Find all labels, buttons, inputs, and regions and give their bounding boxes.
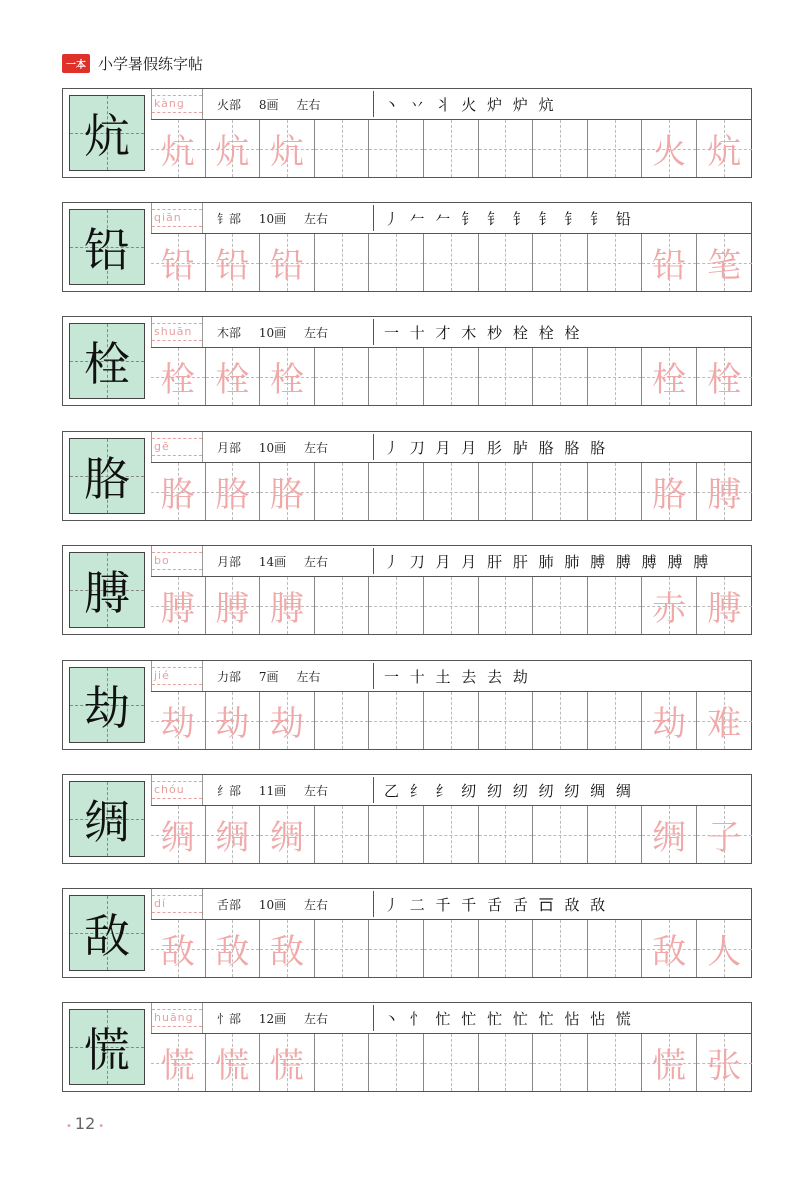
stroke-order: 丿 𠂉 𠂉 钅 钅 钅 钅 钅 钅 铅 bbox=[373, 205, 751, 231]
writing-grid bbox=[151, 919, 751, 977]
trace-character: 敌 bbox=[269, 932, 304, 972]
writing-cell[interactable] bbox=[151, 348, 206, 405]
writing-cell[interactable] bbox=[642, 692, 697, 749]
writing-cell[interactable] bbox=[479, 1034, 534, 1091]
model-character: 绸 bbox=[84, 795, 130, 849]
writing-cell[interactable] bbox=[206, 1034, 261, 1091]
character-meta bbox=[217, 96, 334, 113]
trace-character: 膊 bbox=[215, 589, 250, 629]
writing-cell[interactable] bbox=[315, 348, 370, 405]
writing-cell[interactable] bbox=[479, 120, 534, 177]
info-row bbox=[151, 317, 751, 347]
writing-cell[interactable] bbox=[206, 348, 261, 405]
word-character: 笔 bbox=[707, 246, 742, 286]
writing-cell[interactable] bbox=[533, 463, 588, 520]
character-entry bbox=[62, 774, 752, 864]
word-character: 慌 bbox=[652, 1046, 687, 1086]
writing-cell[interactable] bbox=[206, 234, 261, 291]
trace-character: 劫 bbox=[269, 704, 304, 744]
trace-character: 栓 bbox=[160, 360, 195, 400]
structure: 左右 bbox=[303, 898, 328, 912]
writing-cell[interactable] bbox=[588, 692, 643, 749]
trace-character: 绸 bbox=[269, 818, 304, 858]
pinyin-text: qiān bbox=[154, 211, 182, 224]
writing-cell[interactable] bbox=[151, 692, 206, 749]
trace-character: 炕 bbox=[160, 132, 195, 172]
writing-cell[interactable] bbox=[151, 234, 206, 291]
writing-cell[interactable] bbox=[533, 348, 588, 405]
structure: 左右 bbox=[296, 670, 321, 684]
info-row bbox=[151, 1003, 751, 1033]
word-character: 膊 bbox=[707, 589, 742, 629]
trace-character: 膊 bbox=[269, 589, 304, 629]
word-character: 赤 bbox=[652, 589, 687, 629]
stroke-order: 一 十 土 去 去 劫 bbox=[373, 663, 751, 689]
trace-character: 慌 bbox=[160, 1046, 195, 1086]
writing-cell[interactable] bbox=[697, 806, 752, 863]
writing-cell[interactable] bbox=[479, 463, 534, 520]
writing-cell[interactable] bbox=[588, 920, 643, 977]
writing-cell[interactable] bbox=[151, 120, 206, 177]
info-row bbox=[151, 203, 751, 233]
structure: 左右 bbox=[303, 1012, 328, 1026]
writing-cell[interactable] bbox=[369, 1034, 424, 1091]
pinyin-text: dí bbox=[154, 897, 167, 910]
writing-grid bbox=[151, 691, 751, 749]
writing-cell[interactable] bbox=[206, 463, 261, 520]
writing-cell[interactable] bbox=[588, 463, 643, 520]
writing-cell[interactable] bbox=[588, 348, 643, 405]
stroke-count: 10画 bbox=[258, 326, 287, 340]
writing-cell[interactable] bbox=[697, 1034, 752, 1091]
trace-character: 绸 bbox=[160, 818, 195, 858]
trace-character: 绸 bbox=[215, 818, 250, 858]
writing-cell[interactable] bbox=[151, 1034, 206, 1091]
character-entry bbox=[62, 1002, 752, 1092]
writing-grid bbox=[151, 462, 751, 520]
character-entry bbox=[62, 545, 752, 635]
pinyin-box[interactable] bbox=[151, 89, 203, 119]
writing-cell[interactable] bbox=[260, 234, 315, 291]
pinyin-text: jié bbox=[154, 669, 170, 682]
writing-cell[interactable] bbox=[260, 348, 315, 405]
writing-cell[interactable] bbox=[260, 692, 315, 749]
writing-cell[interactable] bbox=[479, 806, 534, 863]
writing-cell[interactable] bbox=[151, 920, 206, 977]
writing-cell[interactable] bbox=[479, 577, 534, 634]
writing-cell[interactable] bbox=[260, 806, 315, 863]
word-character: 绸 bbox=[652, 818, 687, 858]
writing-cell[interactable] bbox=[424, 234, 479, 291]
writing-cell[interactable] bbox=[424, 1034, 479, 1091]
writing-cell[interactable] bbox=[479, 920, 534, 977]
model-character: 慌 bbox=[84, 1023, 130, 1077]
info-row bbox=[151, 661, 751, 691]
info-row bbox=[151, 432, 751, 462]
writing-cell[interactable] bbox=[369, 463, 424, 520]
stroke-order: 丶 忄 忙 忙 忙 忙 忙 怗 怗 慌 bbox=[373, 1005, 751, 1031]
writing-cell[interactable] bbox=[315, 577, 370, 634]
structure: 左右 bbox=[296, 98, 321, 112]
word-character: 铅 bbox=[652, 246, 687, 286]
writing-cell[interactable] bbox=[588, 234, 643, 291]
trace-character: 炕 bbox=[215, 132, 250, 172]
trace-character: 栓 bbox=[269, 360, 304, 400]
character-meta bbox=[217, 439, 342, 456]
structure: 左右 bbox=[303, 326, 328, 340]
writing-cell[interactable] bbox=[369, 234, 424, 291]
trace-character: 胳 bbox=[215, 475, 250, 515]
word-character: 劫 bbox=[652, 704, 687, 744]
writing-cell[interactable] bbox=[533, 577, 588, 634]
trace-character: 胳 bbox=[160, 475, 195, 515]
pinyin-text: kàng bbox=[154, 97, 185, 110]
writing-cell[interactable] bbox=[369, 920, 424, 977]
stroke-count: 12画 bbox=[258, 1012, 287, 1026]
writing-cell[interactable] bbox=[479, 692, 534, 749]
radical: 纟部 bbox=[217, 784, 242, 798]
radical: 舌部 bbox=[217, 898, 242, 912]
word-character: 火 bbox=[652, 132, 687, 172]
stroke-count: 14画 bbox=[258, 555, 287, 569]
character-meta bbox=[217, 782, 342, 799]
writing-cell[interactable] bbox=[697, 463, 752, 520]
writing-cell[interactable] bbox=[369, 806, 424, 863]
stroke-order: 丿 二 千 千 舌 舌 𠮛 敌 敌 bbox=[373, 891, 751, 917]
writing-cell[interactable] bbox=[697, 920, 752, 977]
page-number: • 12 • bbox=[66, 1114, 104, 1133]
writing-cell[interactable] bbox=[642, 463, 697, 520]
stroke-order: 丿 刀 月 月 肜 胪 胳 胳 胳 bbox=[373, 434, 751, 460]
info-row bbox=[151, 89, 751, 119]
model-character: 膊 bbox=[84, 566, 130, 620]
writing-cell[interactable] bbox=[315, 463, 370, 520]
stroke-count: 7画 bbox=[258, 670, 279, 684]
trace-character: 胳 bbox=[269, 475, 304, 515]
character-meta bbox=[217, 1010, 342, 1027]
writing-cell[interactable] bbox=[588, 806, 643, 863]
word-character: 炕 bbox=[707, 132, 742, 172]
model-character: 胳 bbox=[84, 452, 130, 506]
writing-cell[interactable] bbox=[588, 1034, 643, 1091]
writing-cell[interactable] bbox=[642, 348, 697, 405]
writing-cell[interactable] bbox=[369, 577, 424, 634]
brand-logo: 一本 bbox=[62, 54, 90, 73]
character-entry bbox=[62, 888, 752, 978]
character-entry bbox=[62, 88, 752, 178]
writing-cell[interactable] bbox=[642, 806, 697, 863]
character-entry bbox=[62, 660, 752, 750]
pinyin-text: chóu bbox=[154, 783, 185, 796]
writing-cell[interactable] bbox=[697, 234, 752, 291]
writing-cell[interactable] bbox=[424, 348, 479, 405]
character-meta bbox=[217, 668, 334, 685]
trace-character: 劫 bbox=[215, 704, 250, 744]
radical: 月部 bbox=[217, 555, 242, 569]
writing-cell[interactable] bbox=[424, 120, 479, 177]
trace-character: 铅 bbox=[269, 246, 304, 286]
writing-cell[interactable] bbox=[369, 692, 424, 749]
writing-cell[interactable] bbox=[642, 577, 697, 634]
character-meta bbox=[217, 553, 342, 570]
model-character-box bbox=[69, 95, 145, 171]
writing-cell[interactable] bbox=[479, 348, 534, 405]
pinyin-text: huāng bbox=[154, 1011, 194, 1024]
model-character: 敌 bbox=[84, 909, 130, 963]
structure: 左右 bbox=[303, 212, 328, 226]
writing-cell[interactable] bbox=[369, 120, 424, 177]
model-character-box bbox=[69, 438, 145, 514]
trace-character: 铅 bbox=[215, 246, 250, 286]
trace-character: 膊 bbox=[160, 589, 195, 629]
stroke-count: 10画 bbox=[258, 441, 287, 455]
pinyin-box[interactable] bbox=[151, 661, 203, 691]
pinyin-box[interactable] bbox=[151, 546, 203, 576]
writing-grid bbox=[151, 805, 751, 863]
character-entry bbox=[62, 202, 752, 292]
character-meta bbox=[217, 324, 342, 341]
trace-character: 慌 bbox=[269, 1046, 304, 1086]
structure: 左右 bbox=[303, 441, 328, 455]
word-character: 胳 bbox=[652, 475, 687, 515]
writing-grid bbox=[151, 347, 751, 405]
character-entry bbox=[62, 431, 752, 521]
writing-cell[interactable] bbox=[315, 1034, 370, 1091]
book-title: 小学暑假练字帖 bbox=[98, 54, 204, 73]
writing-cell[interactable] bbox=[479, 234, 534, 291]
radical: 火部 bbox=[217, 98, 242, 112]
stroke-count: 8画 bbox=[258, 98, 279, 112]
trace-character: 劫 bbox=[160, 704, 195, 744]
writing-cell[interactable] bbox=[151, 806, 206, 863]
stroke-count: 10画 bbox=[258, 212, 287, 226]
writing-cell[interactable] bbox=[151, 463, 206, 520]
writing-cell[interactable] bbox=[642, 1034, 697, 1091]
writing-cell[interactable] bbox=[642, 234, 697, 291]
writing-cell[interactable] bbox=[424, 692, 479, 749]
page-header bbox=[62, 52, 203, 74]
stroke-order: 乙 纟 纟 纫 纫 纫 纫 纫 绸 绸 bbox=[373, 777, 751, 803]
writing-cell[interactable] bbox=[206, 920, 261, 977]
pinyin-text: bo bbox=[154, 554, 170, 567]
writing-cell[interactable] bbox=[697, 577, 752, 634]
radical: 钅部 bbox=[217, 212, 242, 226]
stroke-order: 丶 丷 丬 火 炉 炉 炕 bbox=[373, 91, 751, 117]
word-character: 难 bbox=[707, 704, 742, 744]
model-character-box bbox=[69, 667, 145, 743]
trace-character: 敌 bbox=[160, 932, 195, 972]
structure: 左右 bbox=[303, 784, 328, 798]
stroke-count: 10画 bbox=[258, 898, 287, 912]
stroke-count: 11画 bbox=[258, 784, 287, 798]
model-character-box bbox=[69, 323, 145, 399]
writing-cell[interactable] bbox=[424, 920, 479, 977]
trace-character: 栓 bbox=[215, 360, 250, 400]
writing-cell[interactable] bbox=[151, 577, 206, 634]
writing-cell[interactable] bbox=[260, 463, 315, 520]
word-character: 栓 bbox=[707, 360, 742, 400]
stroke-order: 一 十 才 木 杪 栓 栓 栓 bbox=[373, 319, 751, 345]
writing-cell[interactable] bbox=[206, 120, 261, 177]
writing-cell[interactable] bbox=[533, 1034, 588, 1091]
info-row bbox=[151, 889, 751, 919]
writing-grid bbox=[151, 1033, 751, 1091]
word-character: 栓 bbox=[652, 360, 687, 400]
writing-cell[interactable] bbox=[697, 692, 752, 749]
writing-cell[interactable] bbox=[533, 692, 588, 749]
pinyin-box[interactable] bbox=[151, 1003, 203, 1033]
character-entry bbox=[62, 316, 752, 406]
character-meta bbox=[217, 210, 342, 227]
pinyin-box[interactable] bbox=[151, 889, 203, 919]
writing-cell[interactable] bbox=[588, 577, 643, 634]
pinyin-text: shuān bbox=[154, 325, 193, 338]
writing-grid bbox=[151, 576, 751, 634]
writing-cell[interactable] bbox=[697, 348, 752, 405]
pinyin-box[interactable] bbox=[151, 775, 203, 805]
pinyin-box[interactable] bbox=[151, 317, 203, 347]
writing-cell[interactable] bbox=[260, 920, 315, 977]
word-character: 张 bbox=[707, 1046, 742, 1086]
writing-cell[interactable] bbox=[260, 577, 315, 634]
writing-cell[interactable] bbox=[533, 806, 588, 863]
character-meta bbox=[217, 896, 342, 913]
model-character-box bbox=[69, 209, 145, 285]
radical: 忄部 bbox=[217, 1012, 242, 1026]
writing-cell[interactable] bbox=[206, 692, 261, 749]
word-character: 膊 bbox=[707, 475, 742, 515]
writing-cell[interactable] bbox=[315, 920, 370, 977]
model-character: 炕 bbox=[84, 109, 130, 163]
writing-cell[interactable] bbox=[533, 120, 588, 177]
model-character: 栓 bbox=[84, 337, 130, 391]
info-row bbox=[151, 546, 751, 576]
radical: 力部 bbox=[217, 670, 242, 684]
writing-cell[interactable] bbox=[424, 463, 479, 520]
writing-cell[interactable] bbox=[369, 348, 424, 405]
writing-cell[interactable] bbox=[424, 806, 479, 863]
model-character-box bbox=[69, 781, 145, 857]
trace-character: 慌 bbox=[215, 1046, 250, 1086]
writing-cell[interactable] bbox=[315, 234, 370, 291]
writing-cell[interactable] bbox=[315, 692, 370, 749]
writing-cell[interactable] bbox=[206, 806, 261, 863]
writing-cell[interactable] bbox=[315, 806, 370, 863]
writing-cell[interactable] bbox=[697, 120, 752, 177]
writing-cell[interactable] bbox=[588, 120, 643, 177]
info-row bbox=[151, 775, 751, 805]
word-character: 敌 bbox=[652, 932, 687, 972]
writing-cell[interactable] bbox=[642, 120, 697, 177]
stroke-order: 丿 刀 月 月 肝 肝 肺 肺 膊 膊 膊 膊 膊 bbox=[373, 548, 751, 574]
trace-character: 铅 bbox=[160, 246, 195, 286]
trace-character: 炕 bbox=[269, 132, 304, 172]
structure: 左右 bbox=[303, 555, 328, 569]
model-character: 劫 bbox=[84, 681, 130, 735]
writing-cell[interactable] bbox=[533, 920, 588, 977]
pinyin-text: gē bbox=[154, 440, 170, 453]
writing-cell[interactable] bbox=[533, 234, 588, 291]
radical: 月部 bbox=[217, 441, 242, 455]
writing-cell[interactable] bbox=[260, 1034, 315, 1091]
writing-grid bbox=[151, 233, 751, 291]
writing-cell[interactable] bbox=[642, 920, 697, 977]
pinyin-box[interactable] bbox=[151, 203, 203, 233]
model-character: 铅 bbox=[84, 223, 130, 277]
trace-character: 敌 bbox=[215, 932, 250, 972]
writing-cell[interactable] bbox=[315, 120, 370, 177]
model-character-box bbox=[69, 1009, 145, 1085]
writing-grid bbox=[151, 119, 751, 177]
pinyin-box[interactable] bbox=[151, 432, 203, 462]
writing-cell[interactable] bbox=[424, 577, 479, 634]
model-character-box bbox=[69, 552, 145, 628]
writing-cell[interactable] bbox=[260, 120, 315, 177]
writing-cell[interactable] bbox=[206, 577, 261, 634]
model-character-box bbox=[69, 895, 145, 971]
word-character: 子 bbox=[707, 818, 742, 858]
radical: 木部 bbox=[217, 326, 242, 340]
word-character: 人 bbox=[707, 932, 742, 972]
